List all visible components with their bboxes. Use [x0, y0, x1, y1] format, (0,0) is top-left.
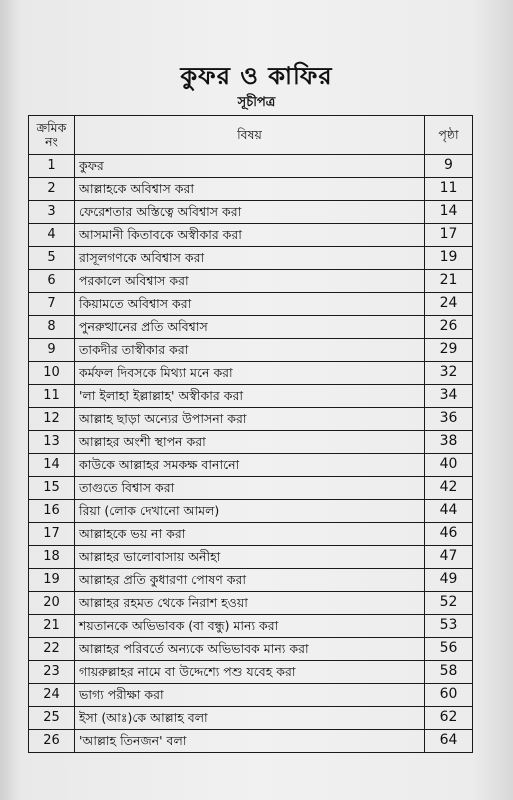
table-row	[29, 615, 473, 638]
table-row	[29, 638, 473, 661]
table-row	[29, 730, 473, 753]
row-page-number: 40	[425, 454, 473, 477]
row-serial-no: 26	[29, 730, 75, 753]
table-row	[29, 500, 473, 523]
row-subject: আল্লাহকে ভয় না করা	[75, 523, 425, 546]
row-page-number: 26	[425, 316, 473, 339]
row-page-number: 46	[425, 523, 473, 546]
table-row	[29, 546, 473, 569]
row-page-number: 56	[425, 638, 473, 661]
row-serial-no: 16	[29, 500, 75, 523]
row-serial-no: 18	[29, 546, 75, 569]
row-page-number: 11	[425, 178, 473, 201]
row-page-number: 49	[425, 569, 473, 592]
table-row	[29, 707, 473, 730]
table-row	[29, 684, 473, 707]
row-subject: ফেরেশতার অস্তিত্বে অবিশ্বাস করা	[75, 201, 425, 224]
table-row	[29, 592, 473, 615]
row-page-number: 53	[425, 615, 473, 638]
row-page-number: 17	[425, 224, 473, 247]
header-subject: বিষয়	[75, 116, 425, 155]
page-title: কুফর ও কাফির	[180, 61, 333, 90]
table-row	[29, 523, 473, 546]
row-serial-no: 25	[29, 707, 75, 730]
row-page-number: 24	[425, 293, 473, 316]
row-serial-no: 19	[29, 569, 75, 592]
row-page-number: 58	[425, 661, 473, 684]
table-row	[29, 408, 473, 431]
row-serial-no: 7	[29, 293, 75, 316]
row-page-number: 52	[425, 592, 473, 615]
row-serial-no: 15	[29, 477, 75, 500]
row-page-number: 36	[425, 408, 473, 431]
row-page-number: 34	[425, 385, 473, 408]
row-page-number: 38	[425, 431, 473, 454]
row-page-number: 19	[425, 247, 473, 270]
table-row	[29, 247, 473, 270]
row-subject: আল্লাহকে অবিশ্বাস করা	[75, 178, 425, 201]
row-serial-no: 4	[29, 224, 75, 247]
table-body	[29, 155, 473, 753]
table-row	[29, 224, 473, 247]
row-subject: কিয়ামতে অবিশ্বাস করা	[75, 293, 425, 316]
row-subject: কাউকে আল্লাহর সমকক্ষ বানানো	[75, 454, 425, 477]
table-row	[29, 385, 473, 408]
row-page-number: 44	[425, 500, 473, 523]
row-page-number: 62	[425, 707, 473, 730]
table-row	[29, 362, 473, 385]
table-row	[29, 454, 473, 477]
row-serial-no: 23	[29, 661, 75, 684]
row-subject: রাসূলগণকে অবিশ্বাস করা	[75, 247, 425, 270]
row-serial-no: 12	[29, 408, 75, 431]
row-subject: আল্লাহ ছাড়া অন্যের উপাসনা করা	[75, 408, 425, 431]
row-serial-no: 5	[29, 247, 75, 270]
table-row	[29, 316, 473, 339]
row-serial-no: 21	[29, 615, 75, 638]
header-page: পৃষ্ঠা	[425, 116, 473, 155]
row-subject: তাগুতে বিশ্বাস করা	[75, 477, 425, 500]
row-subject: আসমানী কিতাবকে অস্বীকার করা	[75, 224, 425, 247]
row-serial-no: 2	[29, 178, 75, 201]
table-row	[29, 270, 473, 293]
row-subject: 'লা ইলাহা ইল্লাল্লাহ' অস্বীকার করা	[75, 385, 425, 408]
row-page-number: 32	[425, 362, 473, 385]
contents-table	[28, 115, 473, 753]
row-page-number: 14	[425, 201, 473, 224]
row-subject: 'আল্লাহ তিনজন' বলা	[75, 730, 425, 753]
table-row	[29, 201, 473, 224]
row-page-number: 47	[425, 546, 473, 569]
table-row	[29, 661, 473, 684]
row-subject: আল্লাহর অংশী স্থাপন করা	[75, 431, 425, 454]
table-row	[29, 431, 473, 454]
row-serial-no: 6	[29, 270, 75, 293]
row-subject: পরকালে অবিশ্বাস করা	[75, 270, 425, 293]
row-subject: ভাগ্য পরীক্ষা করা	[75, 684, 425, 707]
row-page-number: 21	[425, 270, 473, 293]
page-subtitle: সূচীপত্র	[237, 95, 276, 110]
row-serial-no: 9	[29, 339, 75, 362]
row-serial-no: 22	[29, 638, 75, 661]
row-subject: শয়তানকে অভিভাবক (বা বন্ধু) মান্য করা	[75, 615, 425, 638]
row-subject: আল্লাহর ভালোবাসায় অনীহা	[75, 546, 425, 569]
table-row	[29, 569, 473, 592]
header-serial-no: ক্রমিক নং	[29, 116, 75, 155]
row-subject: ইসা (আঃ)কে আল্লাহ বলা	[75, 707, 425, 730]
row-subject: কর্মফল দিবসকে মিথ্যা মনে করা	[75, 362, 425, 385]
row-serial-no: 3	[29, 201, 75, 224]
row-serial-no: 13	[29, 431, 75, 454]
row-subject: আল্লাহর প্রতি কুধারণা পোষণ করা	[75, 569, 425, 592]
row-serial-no: 20	[29, 592, 75, 615]
row-subject: রিয়া (লোক দেখানো আমল)	[75, 500, 425, 523]
row-serial-no: 11	[29, 385, 75, 408]
table-row	[29, 293, 473, 316]
table-row	[29, 155, 473, 178]
row-subject: তাকদীর তাস্বীকার করা	[75, 339, 425, 362]
row-subject: পুনরুত্থানের প্রতি অবিশ্বাস	[75, 316, 425, 339]
row-serial-no: 17	[29, 523, 75, 546]
row-page-number: 29	[425, 339, 473, 362]
row-page-number: 42	[425, 477, 473, 500]
row-subject: কুফর	[75, 155, 425, 178]
row-page-number: 64	[425, 730, 473, 753]
table-header-row	[29, 116, 473, 155]
table-row	[29, 339, 473, 362]
row-serial-no: 8	[29, 316, 75, 339]
row-page-number: 9	[425, 155, 473, 178]
row-subject: গায়রুল্লাহর নামে বা উদ্দেশ্যে পশু যবেহ করা	[75, 661, 425, 684]
row-serial-no: 24	[29, 684, 75, 707]
row-subject: আল্লাহর পরিবর্তে অন্যকে অভিভাবক মান্য করা	[75, 638, 425, 661]
row-serial-no: 10	[29, 362, 75, 385]
row-serial-no: 1	[29, 155, 75, 178]
table-row	[29, 477, 473, 500]
row-serial-no: 14	[29, 454, 75, 477]
table-row	[29, 178, 473, 201]
row-page-number: 60	[425, 684, 473, 707]
row-subject: আল্লাহর রহমত থেকে নিরাশ হওয়া	[75, 592, 425, 615]
